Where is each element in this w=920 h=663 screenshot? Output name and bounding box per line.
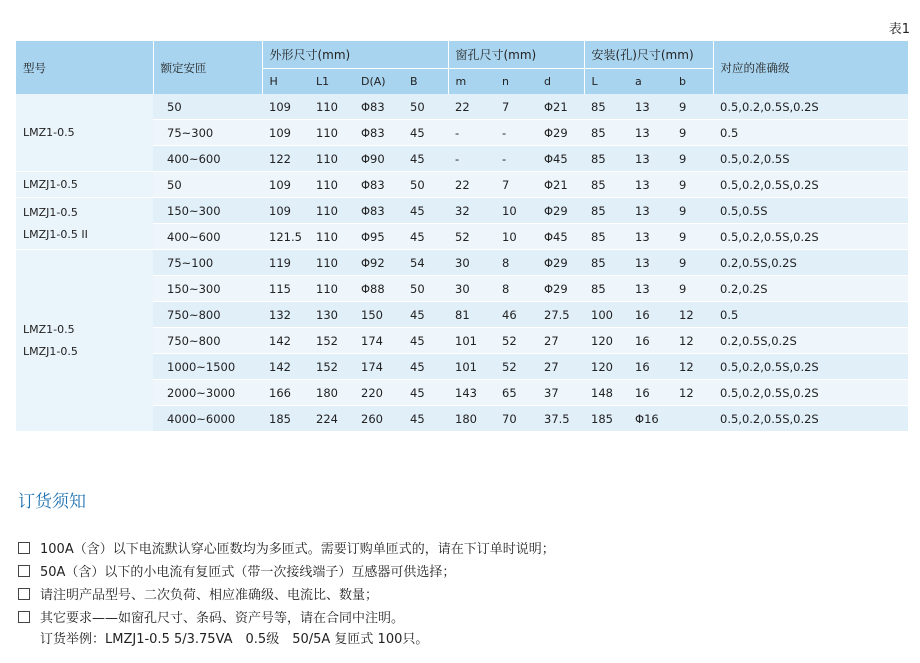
- accuracy-cell: 0.5,0.2,0.5S: [713, 146, 908, 172]
- spec-table: [16, 41, 908, 432]
- accuracy-cell: 0.5,0.2,0.5S,0.2S: [713, 380, 908, 406]
- h-cell: 109: [262, 198, 309, 224]
- da-cell: 174: [354, 328, 403, 354]
- d-cell: Φ45: [537, 146, 584, 172]
- b-mount-cell: 9: [672, 276, 713, 302]
- l-cell: 185: [584, 406, 628, 432]
- h-cell: 132: [262, 302, 309, 328]
- b-outer-cell: 45: [403, 224, 448, 250]
- d-cell: 27: [537, 354, 584, 380]
- l1-cell: 110: [309, 224, 354, 250]
- n-cell: 52: [495, 354, 537, 380]
- table-row: [16, 198, 908, 224]
- model-cell: [16, 198, 153, 250]
- header-mount-size: 安装(孔)尺寸(mm): [584, 41, 713, 69]
- subheader-h: H: [262, 69, 309, 95]
- subheader-l1: L1: [309, 69, 354, 95]
- model-name: LMZ1-0.5: [23, 322, 75, 336]
- rated-current-cell: 50: [153, 172, 262, 198]
- da-cell: Φ83: [354, 198, 403, 224]
- h-cell: 119: [262, 250, 309, 276]
- rated-current-cell: 2000~3000: [153, 380, 262, 406]
- b-mount-cell: 12: [672, 302, 713, 328]
- note-item: [18, 559, 555, 582]
- a-cell: 13: [628, 224, 672, 250]
- d-cell: Φ45: [537, 224, 584, 250]
- m-cell: 22: [448, 94, 495, 120]
- l1-cell: 152: [309, 328, 354, 354]
- b-mount-cell: 9: [672, 224, 713, 250]
- da-cell: Φ90: [354, 146, 403, 172]
- table-label: 表1: [888, 22, 910, 37]
- h-cell: 121.5: [262, 224, 309, 250]
- m-cell: 101: [448, 328, 495, 354]
- order-notes: [18, 536, 555, 651]
- da-cell: Φ83: [354, 120, 403, 146]
- rated-current-cell: 75~300: [153, 120, 262, 146]
- header-window-size: 窗孔尺寸(mm): [448, 41, 584, 69]
- model-cell: [16, 172, 153, 198]
- b-outer-cell: 45: [403, 146, 448, 172]
- model-cell: [16, 250, 153, 432]
- a-cell: Φ16: [628, 406, 672, 432]
- b-mount-cell: 12: [672, 328, 713, 354]
- l-cell: 85: [584, 172, 628, 198]
- l-cell: 85: [584, 198, 628, 224]
- l-cell: 85: [584, 146, 628, 172]
- accuracy-cell: 0.5,0.2,0.5S,0.2S: [713, 406, 908, 432]
- d-cell: 27: [537, 328, 584, 354]
- da-cell: Φ88: [354, 276, 403, 302]
- d-cell: Φ29: [537, 250, 584, 276]
- da-cell: Φ95: [354, 224, 403, 250]
- l1-cell: 224: [309, 406, 354, 432]
- rated-current-cell: 150~300: [153, 276, 262, 302]
- model-name: LMZJ1-0.5: [23, 344, 78, 358]
- a-cell: 13: [628, 172, 672, 198]
- d-cell: Φ21: [537, 172, 584, 198]
- subheader-a: a: [628, 69, 672, 95]
- l1-cell: 110: [309, 94, 354, 120]
- b-mount-cell: 9: [672, 146, 713, 172]
- spec-table-body: [16, 94, 908, 432]
- n-cell: 7: [495, 94, 537, 120]
- order-example: 订货举例：LMZJ1-0.5 5/3.75VA 0.5级 50/5A 复匝式 100只。: [40, 632, 429, 647]
- m-cell: 52: [448, 224, 495, 250]
- h-cell: 185: [262, 406, 309, 432]
- model-name: LMZ1-0.5: [23, 125, 75, 139]
- l1-cell: 110: [309, 276, 354, 302]
- a-cell: 13: [628, 146, 672, 172]
- l-cell: 85: [584, 94, 628, 120]
- b-mount-cell: 9: [672, 120, 713, 146]
- note-item: [18, 605, 555, 628]
- b-mount-cell: 9: [672, 198, 713, 224]
- model-name: LMZJ1-0.5 II: [23, 227, 88, 241]
- d-cell: Φ21: [537, 94, 584, 120]
- model-cell: [16, 94, 153, 172]
- subheader-d: d: [537, 69, 584, 95]
- rated-current-cell: 750~800: [153, 302, 262, 328]
- a-cell: 13: [628, 120, 672, 146]
- l-cell: 85: [584, 224, 628, 250]
- d-cell: 37: [537, 380, 584, 406]
- d-cell: Φ29: [537, 276, 584, 302]
- rated-current-cell: 750~800: [153, 328, 262, 354]
- d-cell: 27.5: [537, 302, 584, 328]
- l-cell: 100: [584, 302, 628, 328]
- checkbox-icon: [18, 565, 30, 577]
- m-cell: -: [448, 146, 495, 172]
- l1-cell: 110: [309, 172, 354, 198]
- subheader-da: D(A): [354, 69, 403, 95]
- d-cell: Φ29: [537, 198, 584, 224]
- b-outer-cell: 50: [403, 94, 448, 120]
- table-row: [16, 94, 908, 120]
- l1-cell: 110: [309, 146, 354, 172]
- subheader-n: n: [495, 69, 537, 95]
- n-cell: 10: [495, 224, 537, 250]
- d-cell: Φ29: [537, 120, 584, 146]
- b-outer-cell: 45: [403, 380, 448, 406]
- accuracy-cell: 0.5,0.5S: [713, 198, 908, 224]
- accuracy-cell: 0.5,0.2,0.5S,0.2S: [713, 172, 908, 198]
- n-cell: 10: [495, 198, 537, 224]
- subheader-b-mount: b: [672, 69, 713, 95]
- n-cell: 7: [495, 172, 537, 198]
- h-cell: 109: [262, 172, 309, 198]
- h-cell: 115: [262, 276, 309, 302]
- l-cell: 148: [584, 380, 628, 406]
- rated-current-cell: 400~600: [153, 224, 262, 250]
- b-outer-cell: 50: [403, 276, 448, 302]
- rated-current-cell: 75~100: [153, 250, 262, 276]
- m-cell: 143: [448, 380, 495, 406]
- h-cell: 109: [262, 94, 309, 120]
- subheader-b-outer: B: [403, 69, 448, 95]
- b-outer-cell: 45: [403, 328, 448, 354]
- accuracy-cell: 0.2,0.5S,0.2S: [713, 250, 908, 276]
- model-name: LMZJ1-0.5: [23, 177, 78, 191]
- b-outer-cell: 54: [403, 250, 448, 276]
- l1-cell: 110: [309, 198, 354, 224]
- note-item: [18, 582, 555, 605]
- b-mount-cell: 12: [672, 354, 713, 380]
- n-cell: 65: [495, 380, 537, 406]
- checkbox-icon: [18, 611, 30, 623]
- order-section-title: 订货须知: [18, 492, 86, 512]
- a-cell: 16: [628, 354, 672, 380]
- b-outer-cell: 45: [403, 354, 448, 380]
- d-cell: 37.5: [537, 406, 584, 432]
- b-outer-cell: 45: [403, 406, 448, 432]
- h-cell: 122: [262, 146, 309, 172]
- h-cell: 109: [262, 120, 309, 146]
- b-mount-cell: [672, 406, 713, 432]
- a-cell: 13: [628, 94, 672, 120]
- model-name: LMZJ1-0.5: [23, 205, 78, 219]
- a-cell: 16: [628, 302, 672, 328]
- m-cell: 30: [448, 250, 495, 276]
- l-cell: 85: [584, 120, 628, 146]
- l-cell: 85: [584, 276, 628, 302]
- b-mount-cell: 12: [672, 380, 713, 406]
- l1-cell: 110: [309, 120, 354, 146]
- l1-cell: 130: [309, 302, 354, 328]
- m-cell: 180: [448, 406, 495, 432]
- b-mount-cell: 9: [672, 250, 713, 276]
- table-row: [16, 250, 908, 276]
- n-cell: -: [495, 120, 537, 146]
- h-cell: 142: [262, 328, 309, 354]
- a-cell: 16: [628, 380, 672, 406]
- checkbox-icon: [18, 588, 30, 600]
- m-cell: 30: [448, 276, 495, 302]
- n-cell: 8: [495, 250, 537, 276]
- m-cell: -: [448, 120, 495, 146]
- m-cell: 101: [448, 354, 495, 380]
- m-cell: 32: [448, 198, 495, 224]
- header-rated-current: 额定安匝: [153, 41, 262, 94]
- m-cell: 22: [448, 172, 495, 198]
- b-outer-cell: 45: [403, 120, 448, 146]
- l1-cell: 110: [309, 250, 354, 276]
- rated-current-cell: 4000~6000: [153, 406, 262, 432]
- header-accuracy: 对应的准确级: [713, 41, 908, 94]
- da-cell: 220: [354, 380, 403, 406]
- rated-current-cell: 400~600: [153, 146, 262, 172]
- b-outer-cell: 50: [403, 172, 448, 198]
- n-cell: -: [495, 146, 537, 172]
- a-cell: 13: [628, 250, 672, 276]
- l-cell: 85: [584, 250, 628, 276]
- a-cell: 13: [628, 276, 672, 302]
- header-model: 型号: [16, 41, 153, 94]
- b-outer-cell: 45: [403, 198, 448, 224]
- rated-current-cell: 1000~1500: [153, 354, 262, 380]
- accuracy-cell: 0.5,0.2,0.5S,0.2S: [713, 224, 908, 250]
- da-cell: Φ83: [354, 94, 403, 120]
- note-text: 100A（含）以下电流默认穿心匝数均为多匝式。需要订购单匝式的，请在下订单时说明；: [40, 542, 555, 557]
- rated-current-cell: 150~300: [153, 198, 262, 224]
- checkbox-icon: [18, 542, 30, 554]
- l1-cell: 180: [309, 380, 354, 406]
- h-cell: 166: [262, 380, 309, 406]
- subheader-l: L: [584, 69, 628, 95]
- accuracy-cell: 0.5: [713, 120, 908, 146]
- note-item: [18, 536, 555, 559]
- accuracy-cell: 0.5: [713, 302, 908, 328]
- accuracy-cell: 0.5,0.2,0.5S,0.2S: [713, 94, 908, 120]
- l-cell: 120: [584, 328, 628, 354]
- h-cell: 142: [262, 354, 309, 380]
- da-cell: 174: [354, 354, 403, 380]
- da-cell: 150: [354, 302, 403, 328]
- header-outer-size: 外形尺寸(mm): [262, 41, 448, 69]
- accuracy-cell: 0.2,0.2S: [713, 276, 908, 302]
- rated-current-cell: 50: [153, 94, 262, 120]
- a-cell: 13: [628, 198, 672, 224]
- accuracy-cell: 0.2,0.5S,0.2S: [713, 328, 908, 354]
- n-cell: 70: [495, 406, 537, 432]
- n-cell: 46: [495, 302, 537, 328]
- b-mount-cell: 9: [672, 94, 713, 120]
- l-cell: 120: [584, 354, 628, 380]
- b-outer-cell: 45: [403, 302, 448, 328]
- da-cell: Φ83: [354, 172, 403, 198]
- a-cell: 16: [628, 328, 672, 354]
- n-cell: 8: [495, 276, 537, 302]
- m-cell: 81: [448, 302, 495, 328]
- da-cell: 260: [354, 406, 403, 432]
- note-text: 其它要求——如窗孔尺寸、条码、资产号等，请在合同中注明。: [40, 611, 405, 626]
- subheader-m: m: [448, 69, 495, 95]
- note-text: 请注明产品型号、二次负荷、相应准确级、电流比、数量；: [40, 588, 379, 603]
- l1-cell: 152: [309, 354, 354, 380]
- note-text: 50A（含）以下的小电流有复匝式（带一次接线端子）互感器可供选择；: [40, 565, 456, 580]
- accuracy-cell: 0.5,0.2,0.5S,0.2S: [713, 354, 908, 380]
- table-row: [16, 172, 908, 198]
- da-cell: Φ92: [354, 250, 403, 276]
- b-mount-cell: 9: [672, 172, 713, 198]
- n-cell: 52: [495, 328, 537, 354]
